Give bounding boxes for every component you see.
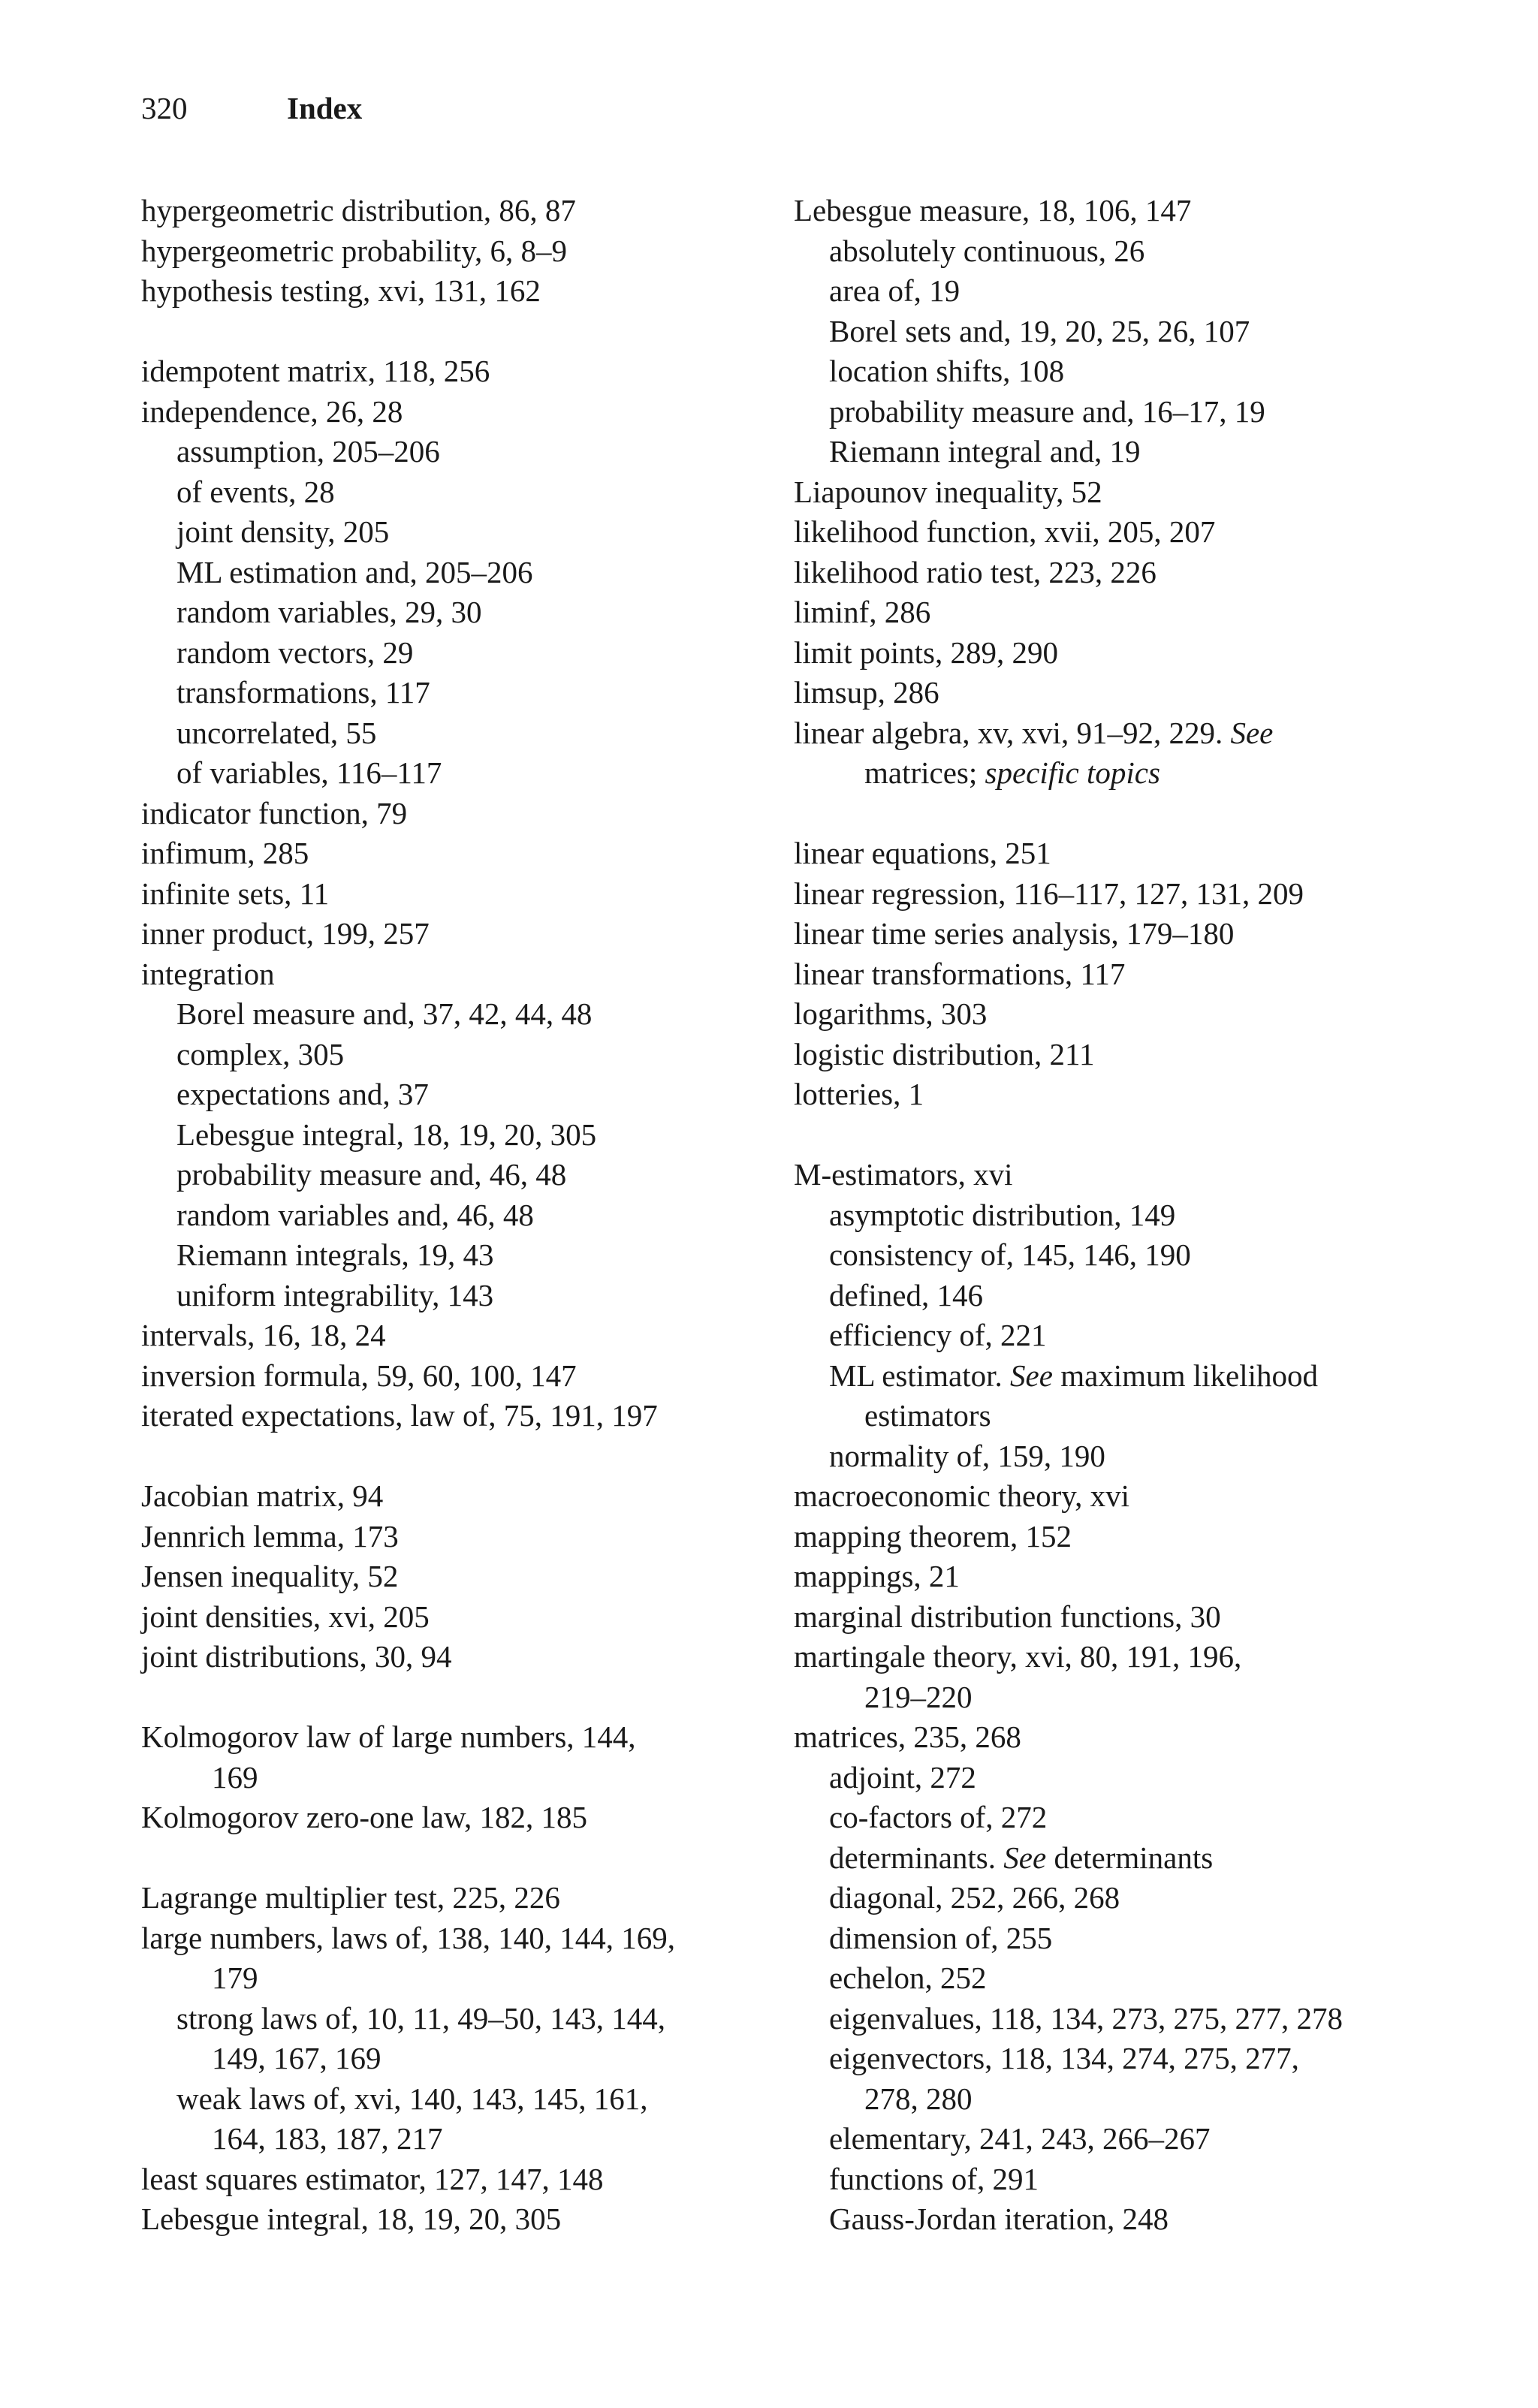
index-entry-text: joint density, 205 bbox=[176, 514, 390, 549]
index-subentry bbox=[141, 1235, 780, 1276]
index-entry bbox=[794, 673, 1470, 713]
index-subentry bbox=[141, 1074, 780, 1115]
index-entry-text: 278, 280 bbox=[864, 2081, 973, 2116]
index-cross-reference-target: maximum likelihood bbox=[1060, 1358, 1318, 1393]
index-entry-text: Jensen inequality, 52 bbox=[141, 1559, 399, 1593]
index-entry-text: logistic distribution, 211 bbox=[794, 1036, 1095, 1071]
index-entry bbox=[141, 1517, 780, 1557]
index-entry bbox=[141, 833, 780, 874]
index-entry-text: intervals, 16, 18, 24 bbox=[141, 1318, 386, 1352]
index-subentry bbox=[794, 1276, 1470, 1316]
index-subentry bbox=[794, 1838, 1470, 1879]
index-subentry bbox=[141, 1999, 780, 2039]
index-entry-text: complex, 305 bbox=[176, 1036, 345, 1071]
index-entry bbox=[141, 1316, 780, 1356]
index-entry bbox=[794, 472, 1470, 513]
index-cross-reference: See bbox=[1010, 1358, 1053, 1393]
index-entry-text: random variables and, 46, 48 bbox=[176, 1197, 534, 1232]
index-entry bbox=[794, 994, 1470, 1035]
index-entry-continuation bbox=[794, 1396, 1470, 1436]
index-subentry bbox=[141, 994, 780, 1035]
index-entry-text: hypergeometric distribution, 86, 87 bbox=[141, 193, 576, 228]
index-subentry bbox=[794, 2199, 1470, 2240]
index-entry-text: Riemann integrals, 19, 43 bbox=[176, 1237, 494, 1272]
index-entry-text: Gauss-Jordan iteration, 248 bbox=[829, 2202, 1169, 2236]
index-entry-text: matrices; bbox=[864, 755, 978, 790]
index-cross-reference: See bbox=[1230, 715, 1274, 750]
index-entry-text: normality of, 159, 190 bbox=[829, 1438, 1105, 1473]
index-entry-text: Lebesgue integral, 18, 19, 20, 305 bbox=[141, 2202, 562, 2236]
index-entry-text: 179 bbox=[212, 1960, 258, 1995]
index-entry-text: Borel sets and, 19, 20, 25, 26, 107 bbox=[829, 313, 1250, 348]
index-entry-text: expectations and, 37 bbox=[176, 1077, 429, 1111]
index-entry-text: eigenvectors, 118, 134, 274, 275, 277, bbox=[829, 2041, 1299, 2075]
index-entry bbox=[141, 954, 780, 995]
index-entry bbox=[794, 833, 1470, 874]
index-subentry bbox=[141, 432, 780, 472]
index-subentry bbox=[141, 713, 780, 754]
index-entry-text: macroeconomic theory, xvi bbox=[794, 1478, 1130, 1513]
index-entry-continuation bbox=[794, 753, 1470, 794]
index-cross-reference: specific topics bbox=[985, 755, 1160, 790]
index-entry bbox=[141, 1717, 780, 1758]
index-entry bbox=[794, 1597, 1470, 1638]
index-entry bbox=[794, 1517, 1470, 1557]
index-entry-text: echelon, 252 bbox=[829, 1960, 987, 1995]
index-entry-text: diagonal, 252, 266, 268 bbox=[829, 1880, 1120, 1915]
index-section-gap bbox=[141, 1436, 780, 1477]
index-entry-text: ML estimation and, 205–206 bbox=[176, 554, 533, 589]
index-subentry bbox=[141, 2079, 780, 2120]
index-entry bbox=[794, 553, 1470, 593]
index-entry bbox=[794, 954, 1470, 995]
index-entry-text: limsup, 286 bbox=[794, 675, 939, 710]
index-entry-text: likelihood ratio test, 223, 226 bbox=[794, 554, 1157, 589]
index-entry-text: M-estimators, xvi bbox=[794, 1157, 1013, 1192]
index-section-gap bbox=[141, 312, 780, 352]
page-title: Index bbox=[287, 91, 363, 125]
index-subentry bbox=[141, 1155, 780, 1195]
index-subentry bbox=[141, 1035, 780, 1075]
index-cross-reference-target: determinants bbox=[1054, 1840, 1214, 1875]
index-entry bbox=[794, 1035, 1470, 1075]
index-entry-text: eigenvalues, 118, 134, 273, 275, 277, 278 bbox=[829, 2000, 1343, 2036]
index-entry bbox=[141, 351, 780, 392]
index-entry-text: absolutely continuous, 26 bbox=[829, 233, 1145, 268]
index-entry-text: assumption, 205–206 bbox=[176, 434, 440, 469]
index-entry-text: dimension of, 255 bbox=[829, 1920, 1053, 1955]
index-entry-text: linear equations, 251 bbox=[794, 836, 1051, 870]
index-entry-text: linear algebra, xv, xvi, 91–92, 229. bbox=[794, 715, 1223, 750]
index-entry-text: Lebesgue measure, 18, 106, 147 bbox=[794, 193, 1192, 228]
index-entry bbox=[794, 592, 1470, 633]
index-entry bbox=[794, 1155, 1470, 1195]
index-entry bbox=[141, 231, 780, 272]
index-subentry bbox=[794, 1999, 1470, 2039]
index-entry bbox=[794, 1717, 1470, 1758]
index-entry-text: defined, 146 bbox=[829, 1277, 983, 1312]
index-subentry bbox=[794, 1798, 1470, 1838]
index-entry-text: probability measure and, 16–17, 19 bbox=[829, 393, 1265, 429]
index-entry-text: mapping theorem, 152 bbox=[794, 1518, 1072, 1554]
index-entry bbox=[141, 1356, 780, 1397]
index-entry-text: consistency of, 145, 146, 190 bbox=[829, 1237, 1191, 1272]
index-subentry bbox=[141, 673, 780, 713]
index-entry bbox=[141, 1597, 780, 1638]
index-entry-text: iterated expectations, law of, 75, 191, 197 bbox=[141, 1398, 658, 1433]
index-subentry bbox=[794, 1235, 1470, 1276]
index-entry-text: idempotent matrix, 118, 256 bbox=[141, 354, 490, 388]
index-subentry bbox=[794, 2159, 1470, 2200]
index-entry-text: Kolmogorov law of large numbers, 144, bbox=[141, 1719, 636, 1754]
index-subentry bbox=[794, 1316, 1470, 1356]
index-entry-text: random vectors, 29 bbox=[176, 634, 414, 670]
index-entry-text: of events, 28 bbox=[176, 474, 335, 509]
index-entry-text: lotteries, 1 bbox=[794, 1077, 924, 1111]
index-entry-text: joint distributions, 30, 94 bbox=[141, 1639, 452, 1674]
index-entry bbox=[141, 191, 780, 231]
index-entry-text: efficiency of, 221 bbox=[829, 1318, 1047, 1352]
index-entry-text: 169 bbox=[212, 1759, 258, 1795]
index-entry-text: 219–220 bbox=[864, 1679, 973, 1714]
index-entry-text: Lebesgue integral, 18, 19, 20, 305 bbox=[176, 1117, 597, 1152]
index-entry-text: random variables, 29, 30 bbox=[176, 595, 482, 629]
index-entry bbox=[794, 1637, 1470, 1677]
index-entry bbox=[141, 1637, 780, 1677]
index-entry bbox=[141, 1557, 780, 1597]
index-entry-text: joint densities, xvi, 205 bbox=[141, 1599, 430, 1634]
index-entry-text: matrices, 235, 268 bbox=[794, 1719, 1021, 1754]
index-entry-text: least squares estimator, 127, 147, 148 bbox=[141, 2161, 604, 2196]
index-entry-continuation bbox=[794, 1677, 1470, 1718]
index-entry-text: linear transformations, 117 bbox=[794, 956, 1126, 991]
index-entry-text: marginal distribution functions, 30 bbox=[794, 1599, 1221, 1634]
index-subentry bbox=[141, 753, 780, 794]
index-entry bbox=[141, 1918, 780, 1959]
index-subentry bbox=[794, 1918, 1470, 1959]
index-entry-text: weak laws of, xvi, 140, 143, 145, 161, bbox=[176, 2081, 648, 2116]
index-entry bbox=[141, 2159, 780, 2200]
index-entry-text: Kolmogorov zero-one law, 182, 185 bbox=[141, 1800, 587, 1834]
index-subentry bbox=[794, 351, 1470, 392]
index-subentry bbox=[794, 1356, 1470, 1397]
index-entry-text: liminf, 286 bbox=[794, 595, 931, 629]
index-entry-text: strong laws of, 10, 11, 49–50, 143, 144, bbox=[176, 2000, 666, 2036]
index-entry-text: logarithms, 303 bbox=[794, 996, 988, 1031]
index-entry bbox=[141, 1476, 780, 1517]
index-entry bbox=[141, 271, 780, 312]
index-entry bbox=[794, 713, 1470, 754]
index-entry-continuation bbox=[141, 2039, 780, 2079]
index-entry-text: martingale theory, xvi, 80, 191, 196, bbox=[794, 1639, 1242, 1674]
index-entry-text: co-factors of, 272 bbox=[829, 1800, 1048, 1834]
index-subentry bbox=[794, 432, 1470, 472]
index-subentry bbox=[141, 553, 780, 593]
index-subentry bbox=[794, 1958, 1470, 1999]
index-entry-text: inversion formula, 59, 60, 100, 147 bbox=[141, 1358, 577, 1393]
index-entry-text: 149, 167, 169 bbox=[212, 2041, 381, 2075]
index-entry-text: Lagrange multiplier test, 225, 226 bbox=[141, 1880, 560, 1915]
index-subentry bbox=[141, 592, 780, 633]
index-entry-text: functions of, 291 bbox=[829, 2161, 1039, 2196]
index-entry-text: transformations, 117 bbox=[176, 675, 430, 710]
index-subentry bbox=[794, 2119, 1470, 2159]
index-entry-continuation bbox=[141, 2119, 780, 2159]
index-entry-text: location shifts, 108 bbox=[829, 354, 1065, 388]
index-subentry bbox=[794, 271, 1470, 312]
index-entry bbox=[141, 874, 780, 915]
index-entry bbox=[141, 794, 780, 834]
index-entry-text: independence, 26, 28 bbox=[141, 393, 403, 429]
index-subentry bbox=[141, 472, 780, 513]
index-entry-text: hypothesis testing, xvi, 131, 162 bbox=[141, 273, 541, 308]
page-header bbox=[141, 84, 362, 132]
index-entry-text: Jennrich lemma, 173 bbox=[141, 1518, 399, 1554]
index-subentry bbox=[141, 1115, 780, 1156]
index-subentry bbox=[794, 312, 1470, 352]
index-subentry bbox=[141, 633, 780, 674]
index-subentry bbox=[794, 2039, 1470, 2079]
index-entry-text: determinants. bbox=[829, 1840, 997, 1875]
index-entry-text: of variables, 116–117 bbox=[176, 755, 442, 790]
index-section-gap bbox=[794, 1115, 1470, 1156]
index-entry-text: infimum, 285 bbox=[141, 836, 309, 870]
index-subentry bbox=[794, 1436, 1470, 1477]
index-subentry bbox=[141, 512, 780, 553]
index-subentry bbox=[794, 1195, 1470, 1236]
page-number: 320 bbox=[141, 91, 188, 125]
index-entry-text: hypergeometric probability, 6, 8–9 bbox=[141, 233, 568, 268]
index-entry bbox=[794, 1074, 1470, 1115]
index-entry-text: Liapounov inequality, 52 bbox=[794, 474, 1102, 509]
index-entry bbox=[794, 633, 1470, 674]
index-entry-text: 164, 183, 187, 217 bbox=[212, 2121, 443, 2156]
index-entry-text: ML estimator. bbox=[829, 1358, 1003, 1393]
index-entry-continuation bbox=[794, 2079, 1470, 2120]
index-entry bbox=[794, 1557, 1470, 1597]
index-entry bbox=[794, 1476, 1470, 1517]
index-entry-text: indicator function, 79 bbox=[141, 795, 408, 830]
index-entry bbox=[141, 392, 780, 432]
index-column-left bbox=[141, 191, 780, 2240]
index-subentry bbox=[141, 1276, 780, 1316]
index-entry-text: inner product, 199, 257 bbox=[141, 916, 430, 951]
index-entry bbox=[794, 914, 1470, 954]
index-entry bbox=[141, 1396, 780, 1436]
index-entry-text: probability measure and, 46, 48 bbox=[176, 1157, 567, 1192]
index-section-gap bbox=[794, 794, 1470, 834]
index-entry-text: uncorrelated, 55 bbox=[176, 715, 377, 750]
index-column-right bbox=[794, 191, 1470, 2240]
index-section-gap bbox=[141, 1677, 780, 1718]
index-section-gap bbox=[141, 1838, 780, 1879]
index-entry bbox=[794, 191, 1470, 231]
index-subentry bbox=[794, 1878, 1470, 1918]
index-entry bbox=[794, 512, 1470, 553]
index-entry-text: likelihood function, xvii, 205, 207 bbox=[794, 514, 1216, 549]
index-entry-text: Riemann integral and, 19 bbox=[829, 434, 1141, 469]
index-entry-text: Borel measure and, 37, 42, 44, 48 bbox=[176, 996, 593, 1031]
index-entry-continuation bbox=[141, 1758, 780, 1798]
index-entry-text: infinite sets, 11 bbox=[141, 875, 330, 911]
index-entry-text: integration bbox=[141, 956, 275, 991]
index-entry bbox=[141, 1878, 780, 1918]
index-entry bbox=[141, 2199, 780, 2240]
index-subentry bbox=[794, 231, 1470, 272]
index-entry-text: asymptotic distribution, 149 bbox=[829, 1197, 1176, 1232]
index-entry-text: area of, 19 bbox=[829, 273, 960, 308]
index-entry-text: elementary, 241, 243, 266–267 bbox=[829, 2121, 1211, 2156]
index-entry-text: linear time series analysis, 179–180 bbox=[794, 916, 1235, 951]
index-entry-text: mappings, 21 bbox=[794, 1559, 960, 1593]
index-subentry bbox=[794, 1758, 1470, 1798]
index-entry-text: large numbers, laws of, 138, 140, 144, 169, bbox=[141, 1920, 675, 1955]
index-subentry bbox=[141, 1195, 780, 1236]
index-cross-reference: See bbox=[1003, 1840, 1047, 1875]
index-entry-text: linear regression, 116–117, 127, 131, 209 bbox=[794, 875, 1304, 911]
index-subentry bbox=[794, 392, 1470, 432]
index-entry-text: adjoint, 272 bbox=[829, 1759, 976, 1795]
index-entry-text: Jacobian matrix, 94 bbox=[141, 1478, 384, 1513]
index-entry bbox=[794, 874, 1470, 915]
index-entry bbox=[141, 1798, 780, 1838]
index-entry-text: estimators bbox=[864, 1398, 991, 1433]
index-entry-text: uniform integrability, 143 bbox=[176, 1277, 494, 1312]
index-entry-continuation bbox=[141, 1958, 780, 1999]
index-entry bbox=[141, 914, 780, 954]
index-entry-text: limit points, 289, 290 bbox=[794, 634, 1058, 670]
